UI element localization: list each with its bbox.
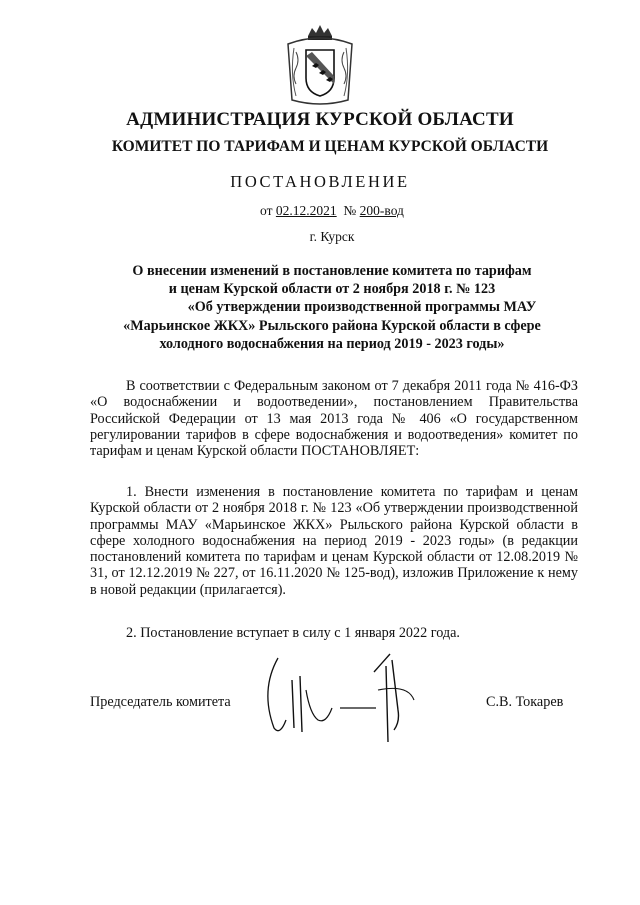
- preamble-paragraph: В соответствии с Федеральным законом от 7 декабря 2011 года № 416-ФЗ «О водоснабжении и водоотведении», постановлением Правительства Российской Федерации от 13 мая 2013 года № 406 «О государственном регулировании тарифов в сфере водоснабжения и водоотведения» комитет по тарифам и ценам Курской области ПОСТАНОВЛЯЕТ:: [90, 378, 578, 460]
- subject-line: «Марьинское ЖКХ» Рыльского района Курской области в сфере: [123, 317, 541, 334]
- administration-title: АДМИНИСТРАЦИЯ КУРСКОЙ ОБЛАСТИ: [126, 109, 514, 130]
- document-type-heading: ПОСТАНОВЛЕНИЕ: [230, 172, 410, 191]
- item-2-paragraph: 2. Постановление вступает в силу с 1 января 2022 года.: [126, 625, 460, 641]
- subject-line: «Об утверждении производственной программы МАУ: [187, 299, 537, 316]
- subject-line: холодного водоснабжения на период 2019 - 2023 годы»: [159, 335, 505, 352]
- document-subject: [96, 262, 568, 353]
- coat-of-arms-emblem: [282, 22, 358, 108]
- city-line: г. Курск: [309, 229, 355, 244]
- signatory-name: С.В. Токарев: [486, 694, 564, 710]
- signatory-title: Председатель комитета: [90, 694, 231, 710]
- number-prefix: №: [343, 203, 360, 218]
- subject-line: О внесении изменений в постановление комитета по тарифам: [132, 263, 532, 279]
- document-number: 200-вод: [359, 203, 404, 218]
- item-1-paragraph: 1. Внести изменения в постановление комитета по тарифам и ценам Курской области от 2 ноября 2018 г. № 123 «Об утверждении производственной программы МАУ «Марьинское ЖКХ» Рыльского района Курской области в сфере холодного водоснабжения на период 2019 - 2023 годы» (в редакции постановлений комитета по тарифам и ценам Курской области от 12.08.2019 № 31, от 12.12.2019 № 227, от 16.11.2020 № 125-вод), изложив Приложение к нему в новой редакции (прилагается).: [90, 484, 578, 598]
- document-date: 02.12.2021: [275, 203, 337, 218]
- handwritten-signature: [248, 650, 423, 745]
- date-number-line: [0, 203, 640, 219]
- committee-title: КОМИТЕТ ПО ТАРИФАМ И ЦЕНАМ КУРСКОЙ ОБЛАСТИ: [111, 138, 549, 155]
- date-prefix: от: [260, 203, 276, 218]
- subject-line: и ценам Курской области от 2 ноября 2018 г. № 123: [168, 281, 496, 298]
